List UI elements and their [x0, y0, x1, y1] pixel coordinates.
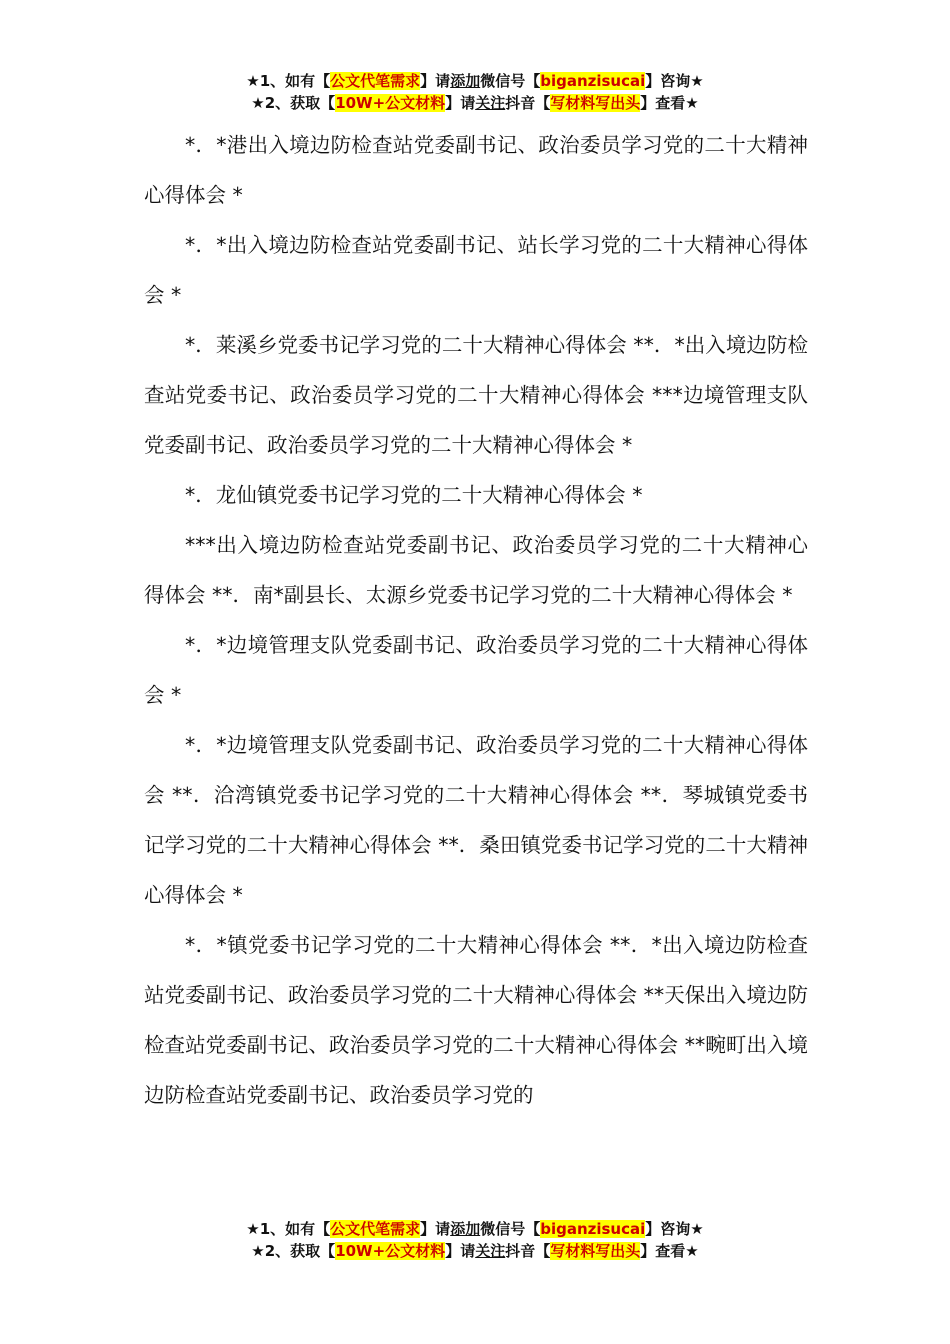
wechat-id: biganzisucai	[540, 1220, 646, 1238]
header-banner	[0, 70, 950, 114]
paragraph: *．*出入境边防检查站党委副书记、站长学习党的二十大精神心得体会 *	[144, 233, 808, 307]
banner-line-1: ★1、如有【公文代笔需求】请添加微信号【biganzisucai】咨询★	[246, 72, 704, 90]
paragraph: *．*港出入境边防检查站党委副书记、政治委员学习党的二十大精神心得体会 *	[144, 133, 808, 207]
paragraph: *．*边境管理支队党委副书记、政治委员学习党的二十大精神心得体会 *	[144, 633, 808, 707]
douyin-account: 写材料写出头	[550, 1242, 641, 1260]
paragraph: *．龙仙镇党委书记学习党的二十大精神心得体会 *	[185, 483, 643, 507]
paragraph: *．莱溪乡党委书记学习党的二十大精神心得体会 **．*出入境边防检查站党委书记、政治委员学习党的二十大精神心得体会 ***边境管理支队党委副书记、政治委员学习党的二十大精神心得体会 *	[144, 333, 808, 457]
highlight-materials: 10W+公文材料	[335, 94, 446, 112]
banner-line-2: ★2、获取【10W+公文材料】请关注抖音【写材料写出头】查看★	[251, 94, 699, 112]
paragraph: ***出入境边防检查站党委副书记、政治委员学习党的二十大精神心得体会 **．南*副县长、太源乡党委书记学习党的二十大精神心得体会 *	[144, 533, 808, 607]
document-body	[144, 120, 808, 1120]
banner-line-2: ★2、获取【10W+公文材料】请关注抖音【写材料写出头】查看★	[251, 1242, 699, 1260]
paragraph: *．*镇党委书记学习党的二十大精神心得体会 **．*出入境边防检查站党委副书记、政治委员学习党的二十大精神心得体会 **天保出入境边防检查站党委副书记、政治委员学习党的二十大精神心得体会 **畹町出入境边防检查站党委副书记、政治委员学习党的	[144, 933, 808, 1107]
paragraph: *．*边境管理支队党委副书记、政治委员学习党的二十大精神心得体会 **．洽湾镇党委书记学习党的二十大精神心得体会 **．琴城镇党委书记学习党的二十大精神心得体会 **．桑田镇党委书记学习党的二十大精神心得体会 *	[144, 733, 808, 907]
highlight-materials: 10W+公文材料	[335, 1242, 446, 1260]
wechat-id: biganzisucai	[540, 72, 646, 90]
footer-banner	[0, 1218, 950, 1262]
highlight-ghostwriting: 公文代笔需求	[330, 72, 421, 90]
banner-line-1: ★1、如有【公文代笔需求】请添加微信号【biganzisucai】咨询★	[246, 1220, 704, 1238]
highlight-ghostwriting: 公文代笔需求	[330, 1220, 421, 1238]
douyin-account: 写材料写出头	[550, 94, 641, 112]
